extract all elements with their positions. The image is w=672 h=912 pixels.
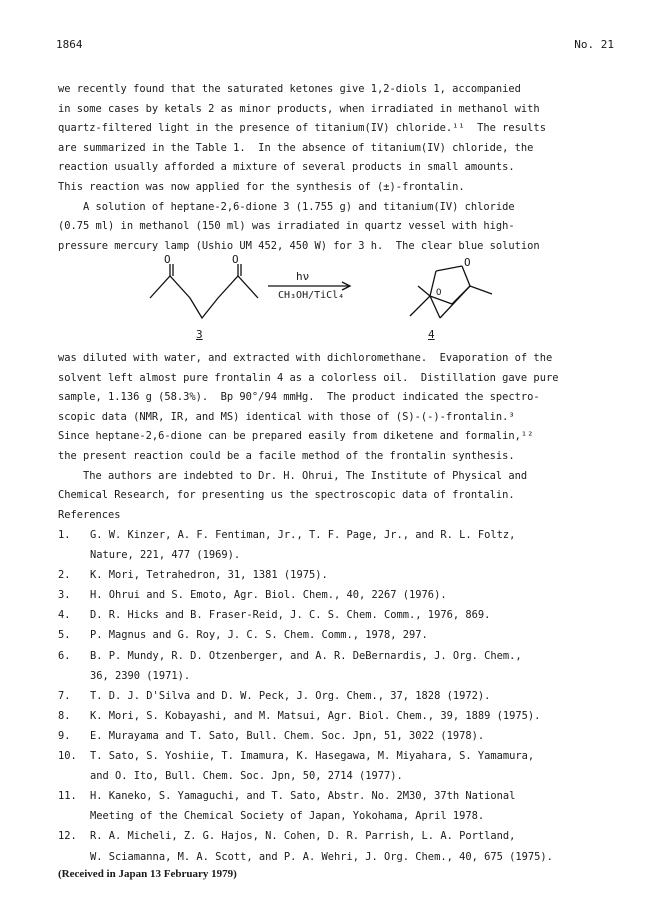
reference-number: 4. <box>58 609 71 622</box>
reference-item <box>58 525 628 565</box>
reference-item <box>58 706 628 726</box>
reference-text: H. Kaneko, S. Yamaguchi, and T. Sato, Abstr. No. 2M30, 37th National <box>90 790 516 803</box>
reference-number: 1. <box>58 529 71 541</box>
reference-item <box>58 746 628 786</box>
text-line: quartz-filtered light in the presence of titanium(IV) chloride.¹¹ The results <box>58 122 546 135</box>
reference-number: 11. <box>58 790 77 803</box>
reference-text: Meeting of the Chemical Society of Japan, Yokohama, April 1978. <box>90 810 485 823</box>
reference-number: 3. <box>58 589 71 602</box>
reference-number: 2. <box>58 569 71 582</box>
text-line: was diluted with water, and extracted with dichloromethane. Evaporation of the <box>58 352 553 364</box>
carbonyl-o-2: O <box>232 253 239 266</box>
text-line: solvent left almost pure frontalin 4 as a colorless oil. Distillation gave pure <box>58 371 559 384</box>
page-number: 1864 <box>56 38 83 51</box>
text-line: Since heptane-2,6-dione can be prepared easily from diketene and formalin,¹² <box>58 430 534 443</box>
text-line: reaction usually afforded a mixture of several products in small amounts. <box>58 161 515 174</box>
reference-text: K. Mori, Tetrahedron, 31, 1381 (1975). <box>90 569 328 582</box>
reference-text: P. Magnus and G. Roy, J. C. S. Chem. Comm., 1978, 297. <box>90 629 428 642</box>
compound-label-4: 4 <box>428 328 435 341</box>
references-heading: References <box>58 509 121 521</box>
reference-number: 7. <box>58 689 71 702</box>
reference-item <box>58 625 628 645</box>
reference-item <box>58 686 628 706</box>
issue-number: No. 21 <box>574 38 614 51</box>
text-line: we recently found that the saturated ketones give 1,2-diols 1, accompanied <box>58 83 521 95</box>
reference-text: T. Sato, S. Yoshiie, T. Imamura, K. Hasegawa, M. Miyahara, S. Yamamura, <box>90 750 535 763</box>
arrow-label-top: hν <box>296 270 310 283</box>
reference-number: 10. <box>58 750 77 763</box>
reference-item <box>58 646 628 686</box>
text-line: sample, 1.136 g (58.3%). Bp 90°/94 mmHg. The product indicated the spectro- <box>58 391 540 404</box>
text-line: (0.75 ml) in methanol (150 ml) was irradiated in quartz vessel with high- <box>58 220 515 233</box>
reference-text: H. Ohrui and S. Emoto, Agr. Biol. Chem., 40, 2267 (1976). <box>90 589 447 602</box>
reference-text: T. D. J. D'Silva and D. W. Peck, J. Org. Chem., 37, 1828 (1972). <box>90 689 491 702</box>
text-line: the present reaction could be a facile method of the frontalin synthesis. <box>58 449 515 462</box>
reference-item <box>58 826 628 866</box>
reaction-scheme-drawing <box>140 256 540 356</box>
reference-text: B. P. Mundy, R. D. Otzenberger, and A. R. DeBernardis, J. Org. Chem., <box>90 649 522 662</box>
reference-text: Nature, 221, 477 (1969). <box>90 549 241 562</box>
text-line: A solution of heptane-2,6-dione 3 (1.755 g) and titanium(IV) chloride <box>58 200 515 213</box>
reference-text: K. Mori, S. Kobayashi, and M. Matsui, Agr. Biol. Chem., 39, 1889 (1975). <box>90 709 541 722</box>
reference-number: 5. <box>58 629 71 642</box>
carbonyl-o-1: O <box>164 253 171 266</box>
ring-o-2: O <box>436 288 442 298</box>
reference-number: 8. <box>58 709 71 722</box>
reference-text: E. Murayama and T. Sato, Bull. Chem. Soc. Jpn, 51, 3022 (1978). <box>90 729 485 742</box>
text-line: pressure mercury lamp (Ushio UM 452, 450 W) for 3 h. The clear blue solution <box>58 239 540 252</box>
reference-item <box>58 786 628 826</box>
paragraph-intro <box>58 80 618 256</box>
text-line: The authors are indebted to Dr. H. Ohrui, The Institute of Physical and <box>58 469 528 482</box>
reference-text: D. R. Hicks and B. Fraser-Reid, J. C. S. Chem. Comm., 1976, 869. <box>90 609 491 622</box>
paragraph-results <box>58 349 618 506</box>
references-list <box>58 525 628 867</box>
arrow-label-bottom: CH₃OH/TiCl₄ <box>278 290 345 301</box>
reference-item <box>58 726 628 746</box>
reference-text: and O. Ito, Bull. Chem. Soc. Jpn, 50, 2714 (1977). <box>90 770 403 783</box>
ring-o-1: O <box>464 256 471 269</box>
compound-label-3: 3 <box>196 328 203 341</box>
reference-text: G. W. Kinzer, A. F. Fentiman, Jr., T. F. Page, Jr., and R. L. Foltz, <box>90 529 516 541</box>
text-line: scopic data (NMR, IR, and MS) identical with those of (S)-(-)-frontalin.³ <box>58 410 515 423</box>
text-line: are summarized in the Table 1. In the absence of titanium(IV) chloride, the <box>58 141 534 154</box>
reference-number: 12. <box>58 830 77 843</box>
text-line: in some cases by ketals 2 as minor products, when irradiated in methanol with <box>58 102 540 115</box>
text-line: This reaction was now applied for the synthesis of (±)-frontalin. <box>58 180 465 193</box>
reference-text: R. A. Micheli, Z. G. Hajos, N. Cohen, D. R. Parrish, L. A. Portland, <box>90 830 516 843</box>
received-date: (Received in Japan 13 February 1979) <box>58 868 237 880</box>
reference-item <box>58 585 628 605</box>
reference-text: 36, 2390 (1971). <box>90 669 191 682</box>
reference-item <box>58 605 628 625</box>
reference-number: 9. <box>58 729 71 742</box>
reaction-scheme <box>140 253 540 356</box>
reference-item <box>58 565 628 585</box>
reference-text: W. Sciamanna, M. A. Scott, and P. A. Wehri, J. Org. Chem., 40, 675 (1975). <box>90 850 553 863</box>
reference-number: 6. <box>58 649 71 662</box>
text-line: Chemical Research, for presenting us the spectroscopic data of frontalin. <box>58 489 515 502</box>
